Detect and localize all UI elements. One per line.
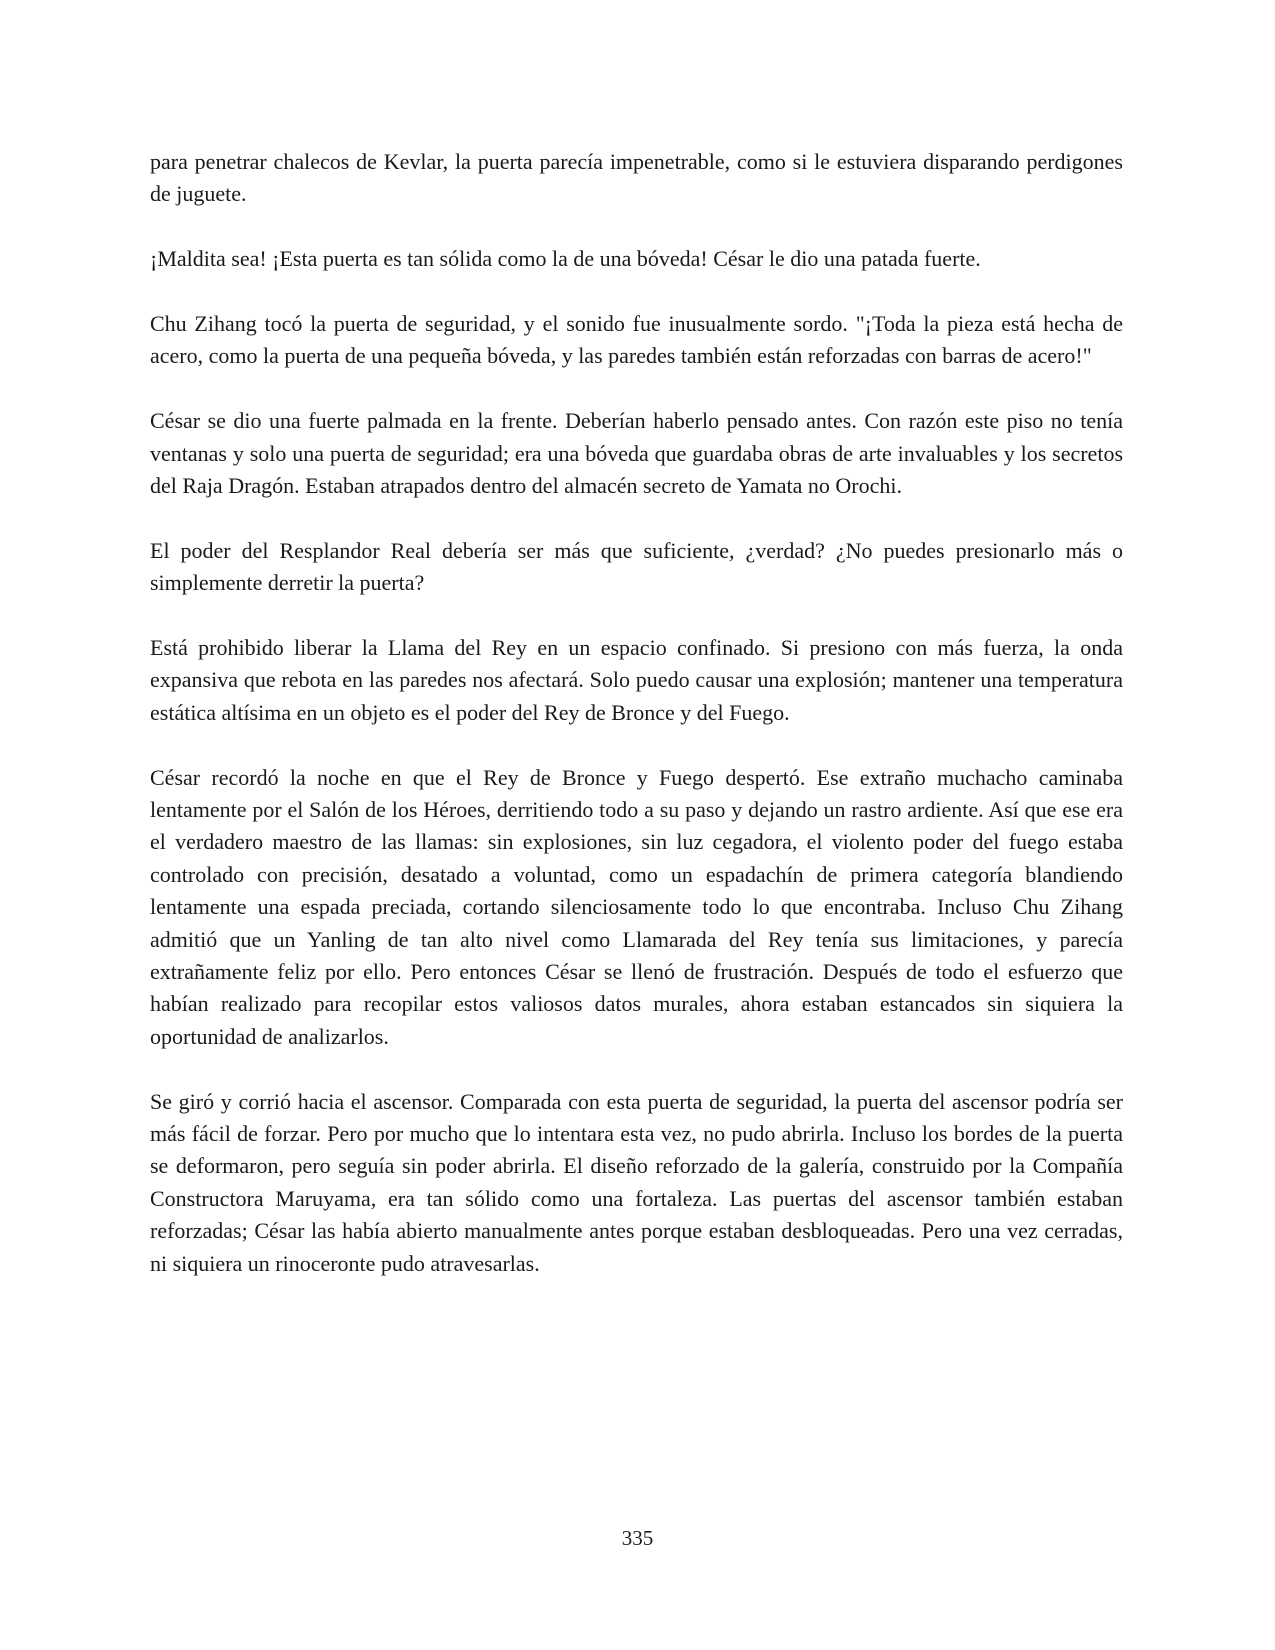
paragraph-8: Se giró y corrió hacia el ascensor. Comparada con esta puerta de seguridad, la puerta del ascensor podría ser más fácil de forzar. Pero por mucho que lo intentara esta vez, no pudo abrirla. Incluso los bordes de la puerta se deformaron, pero seguía sin poder abrirla. El diseño reforzado de la galería, construido por la Compañía Constructora Maruyama, era tan sólido como una fortaleza. Las puertas del ascensor también estaban reforzadas; César las había abierto manualmente antes porque estaban desbloqueadas. Pero una vez cerradas, ni siquiera un rinoceronte pudo atravesarlas. xyxy=(150,1088,1123,1276)
paragraph-2: ¡Maldita sea! ¡Esta puerta es tan sólida como la de una bóveda! César le dio una patada fuerte. xyxy=(150,246,981,272)
paragraph-3: Chu Zihang tocó la puerta de seguridad, y el sonido fue inusualmente sordo. "¡Toda la pieza está hecha de acero, como la puerta de una pequeña bóveda, y las paredes también están reforzadas con barras de acero!" xyxy=(150,311,1123,369)
paragraph-5: El poder del Resplandor Real debería ser más que suficiente, ¿verdad? ¿No puedes presionarlo más o simplemente derretir la puerta? xyxy=(150,537,1123,596)
body-text xyxy=(150,146,1123,1313)
paragraph-6: Está prohibido liberar la Llama del Rey en un espacio confinado. Si presiono con más fuerza, la onda expansiva que rebota en las paredes nos afectará. Solo puedo causar una explosión; mantener una temperatura estática altísima en un objeto es el poder del Rey de Bronce y del Fuego. xyxy=(150,635,1123,725)
paragraph-4: César se dio una fuerte palmada en la frente. Deberían haberlo pensado antes. Con razón este piso no tenía ventanas y solo una puerta de seguridad; era una bóveda que guardaba obras de arte invaluables y los secretos del Raja Dragón. Estaban atrapados dentro del almacén secreto de Yamata no Orochi. xyxy=(150,408,1123,499)
paragraph-7: César recordó la noche en que el Rey de Bronce y Fuego despertó. Ese extraño muchacho caminaba lentamente por el Salón de los Héroes, derritiendo todo a su paso y dejando un rastro ardiente. Así que ese era el verdadero maestro de las llamas: sin explosiones, sin luz cegadora, el violento poder del fuego estaba controlado con precisión, desatado a voluntad, como un espadachín de primera categoría blandiendo lentamente una espada preciada, cortando silenciosamente todo lo que encontraba. Incluso Chu Zihang admitió que un Yanling de tan alto nivel como Llamarada del Rey tenía sus limitaciones, y parecía extrañamente feliz por ello. Pero entonces César se llenó de frustración. Después de todo el esfuerzo que habían realizado para recopilar estos valiosos datos murales, ahora estaban estancados sin siquiera la oportunidad de analizarlos. xyxy=(150,764,1123,1049)
paragraph-1: para penetrar chalecos de Kevlar, la puerta parecía impenetrable, como si le estuviera disparando perdigones de juguete. xyxy=(150,149,1123,207)
page-number: 335 xyxy=(621,1526,654,1550)
